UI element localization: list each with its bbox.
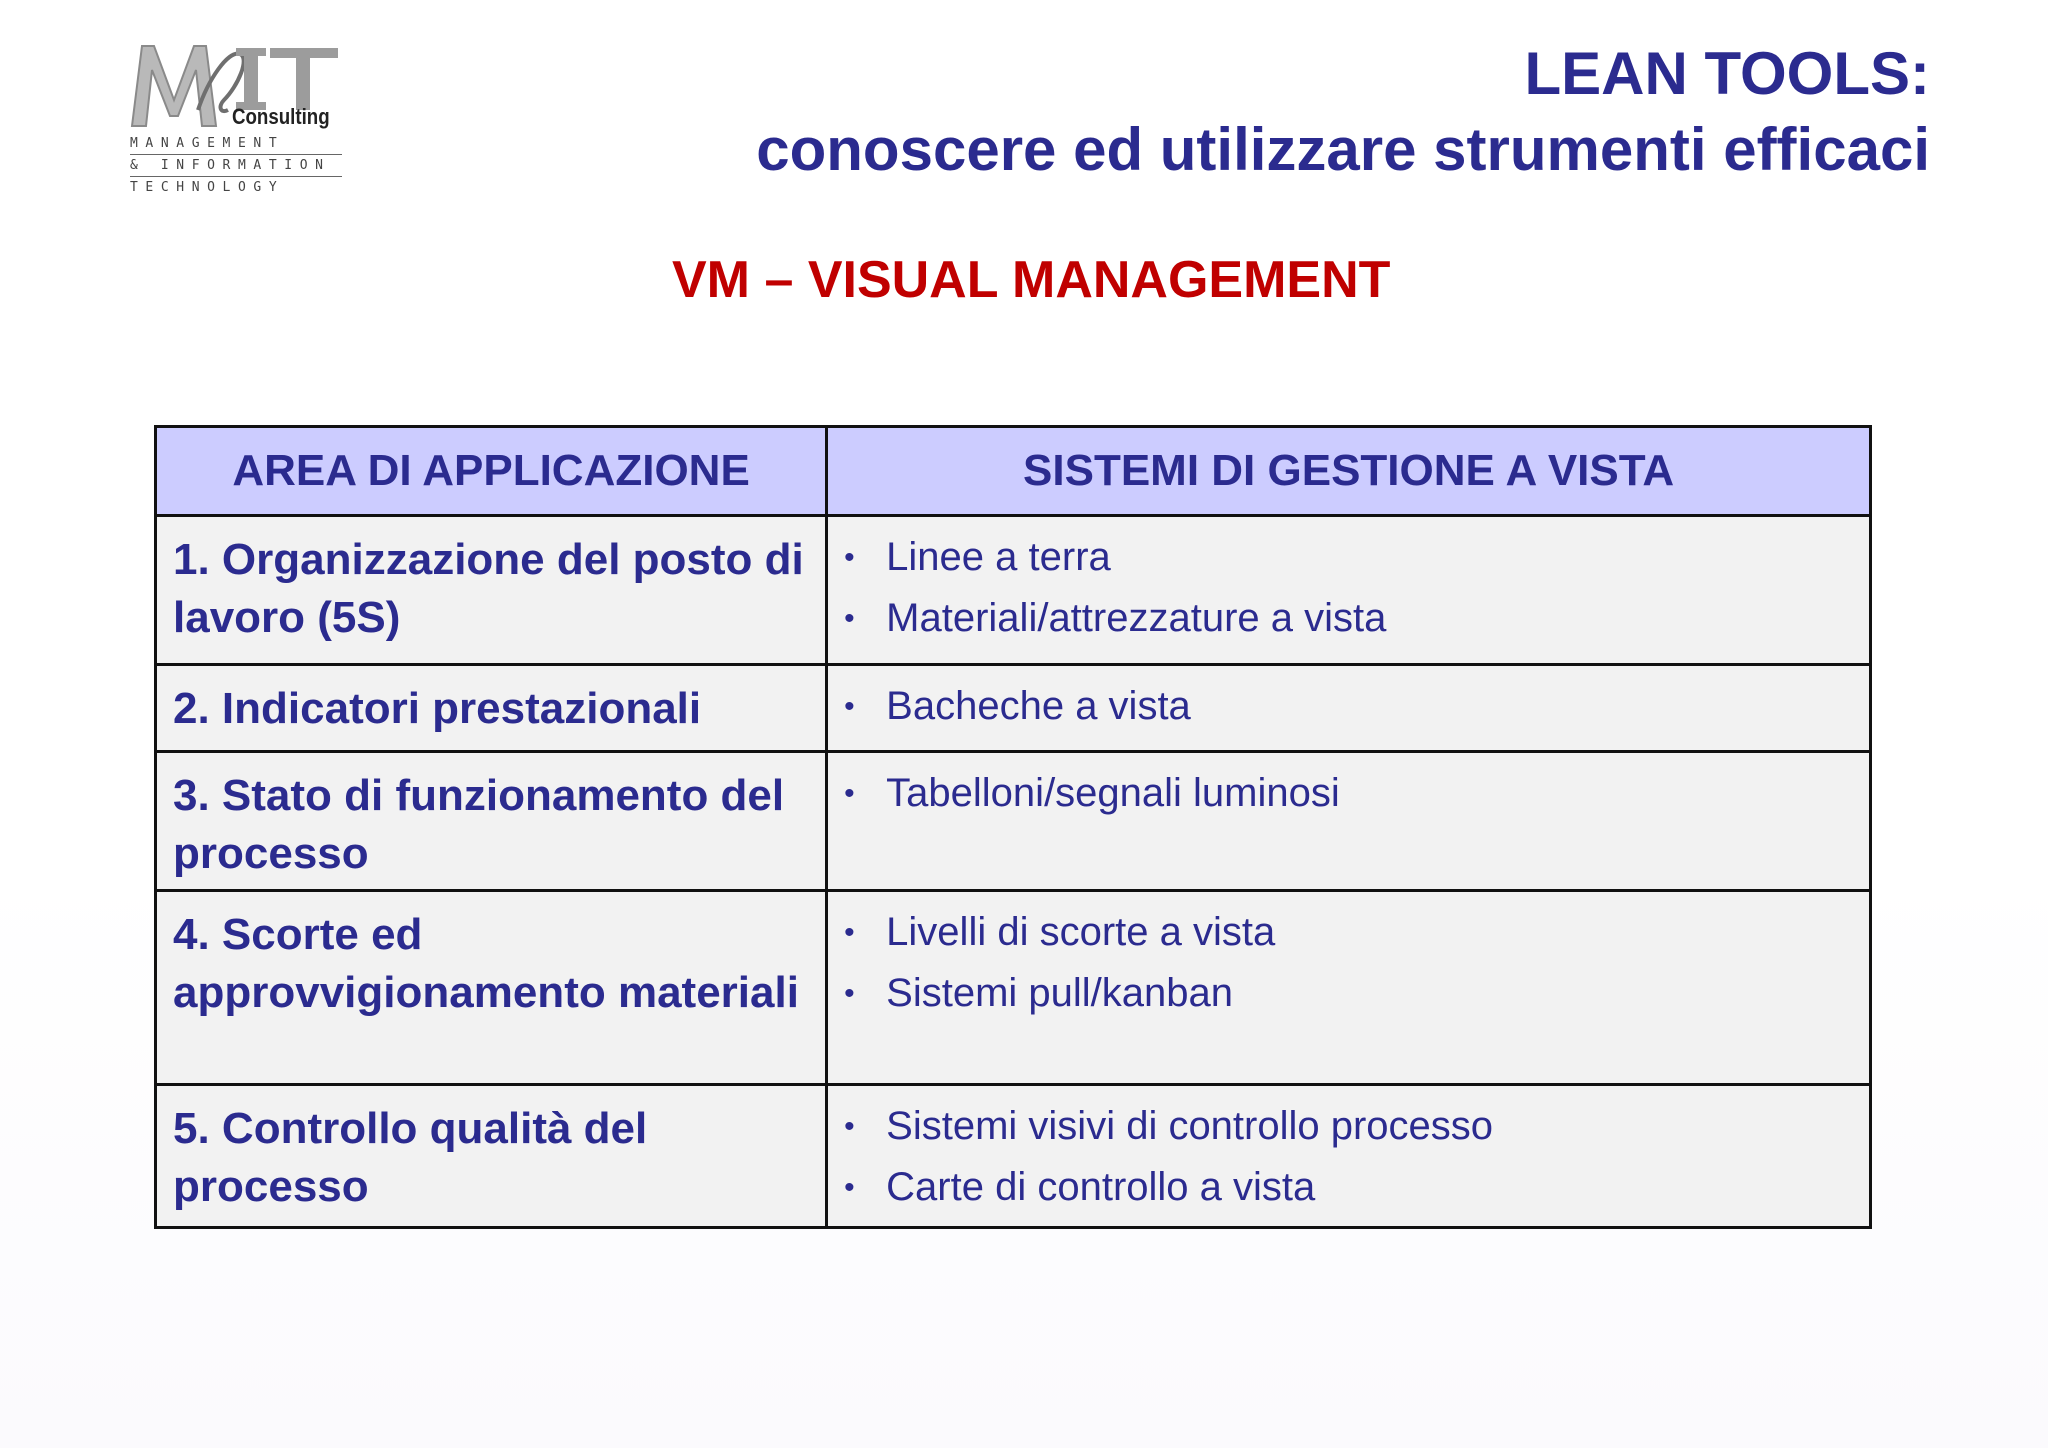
logo-line-technology: TECHNOLOGY bbox=[130, 180, 285, 195]
bullet-dot-icon: • bbox=[844, 602, 855, 635]
systems-cell bbox=[827, 752, 1871, 891]
systems-cell bbox=[827, 1085, 1871, 1228]
area-label: 1. Organizzazione del posto di lavoro (5S) bbox=[173, 535, 804, 642]
header-area: AREA DI APPLICAZIONE bbox=[156, 427, 827, 516]
bullet-dot-icon: • bbox=[844, 1171, 855, 1204]
area-cell bbox=[156, 1085, 827, 1228]
systems-list bbox=[828, 892, 1869, 1032]
slide-subtitle: VM – VISUAL MANAGEMENT bbox=[672, 251, 1391, 309]
systems-cell bbox=[827, 891, 1871, 1085]
title-line-1: LEAN TOOLS: bbox=[1524, 40, 1930, 107]
systems-list bbox=[828, 753, 1869, 832]
table-row bbox=[156, 665, 1871, 752]
list-item: • Tabelloni/segnali luminosi bbox=[844, 763, 1869, 824]
header-systems: SISTEMI DI GESTIONE A VISTA bbox=[827, 427, 1871, 516]
visual-management-table bbox=[154, 425, 1872, 1229]
area-label: 4. Scorte ed approvvigionamento materiali bbox=[173, 910, 799, 1017]
list-item: • Sistemi pull/kanban bbox=[844, 963, 1869, 1024]
systems-cell bbox=[827, 665, 1871, 752]
systems-list bbox=[828, 517, 1869, 657]
list-item: • Carte di controllo a vista bbox=[844, 1157, 1869, 1218]
table-row bbox=[156, 1085, 1871, 1228]
list-item: • Sistemi visivi di controllo processo bbox=[844, 1096, 1869, 1157]
slide-title bbox=[756, 36, 1930, 188]
area-label: 2. Indicatori prestazionali bbox=[173, 684, 702, 733]
area-cell bbox=[156, 516, 827, 665]
systems-list bbox=[828, 666, 1869, 745]
logo-divider bbox=[130, 176, 342, 177]
area-cell bbox=[156, 891, 827, 1085]
table-row bbox=[156, 891, 1871, 1085]
bullet-dot-icon: • bbox=[844, 690, 855, 723]
bullet-dot-icon: • bbox=[844, 777, 855, 810]
list-item: • Materiali/attrezzature a vista bbox=[844, 588, 1869, 649]
area-label: 3. Stato di funzionamento del processo bbox=[173, 771, 785, 878]
logo-line-information: & INFORMATION bbox=[130, 158, 331, 173]
bullet-dot-icon: • bbox=[844, 916, 855, 949]
logo-divider bbox=[130, 154, 342, 155]
bullet-dot-icon: • bbox=[844, 977, 855, 1010]
list-item: • Linee a terra bbox=[844, 527, 1869, 588]
table-row bbox=[156, 516, 1871, 665]
list-item: • Livelli di scorte a vista bbox=[844, 902, 1869, 963]
area-cell bbox=[156, 665, 827, 752]
bullet-dot-icon: • bbox=[844, 541, 855, 574]
list-item: • Bacheche a vista bbox=[844, 676, 1869, 737]
systems-list bbox=[828, 1086, 1869, 1226]
logo-line-management: MANAGEMENT bbox=[130, 136, 285, 151]
title-line-2: conoscere ed utilizzare strumenti efficaci bbox=[756, 116, 1930, 183]
table-row bbox=[156, 752, 1871, 891]
company-logo bbox=[128, 40, 344, 204]
systems-cell bbox=[827, 516, 1871, 665]
area-cell bbox=[156, 752, 827, 891]
bullet-dot-icon: • bbox=[844, 1110, 855, 1143]
logo-consulting-text: Consulting bbox=[232, 104, 330, 129]
table-header-row bbox=[156, 427, 1871, 516]
area-label: 5. Controllo qualità del processo bbox=[173, 1104, 648, 1211]
